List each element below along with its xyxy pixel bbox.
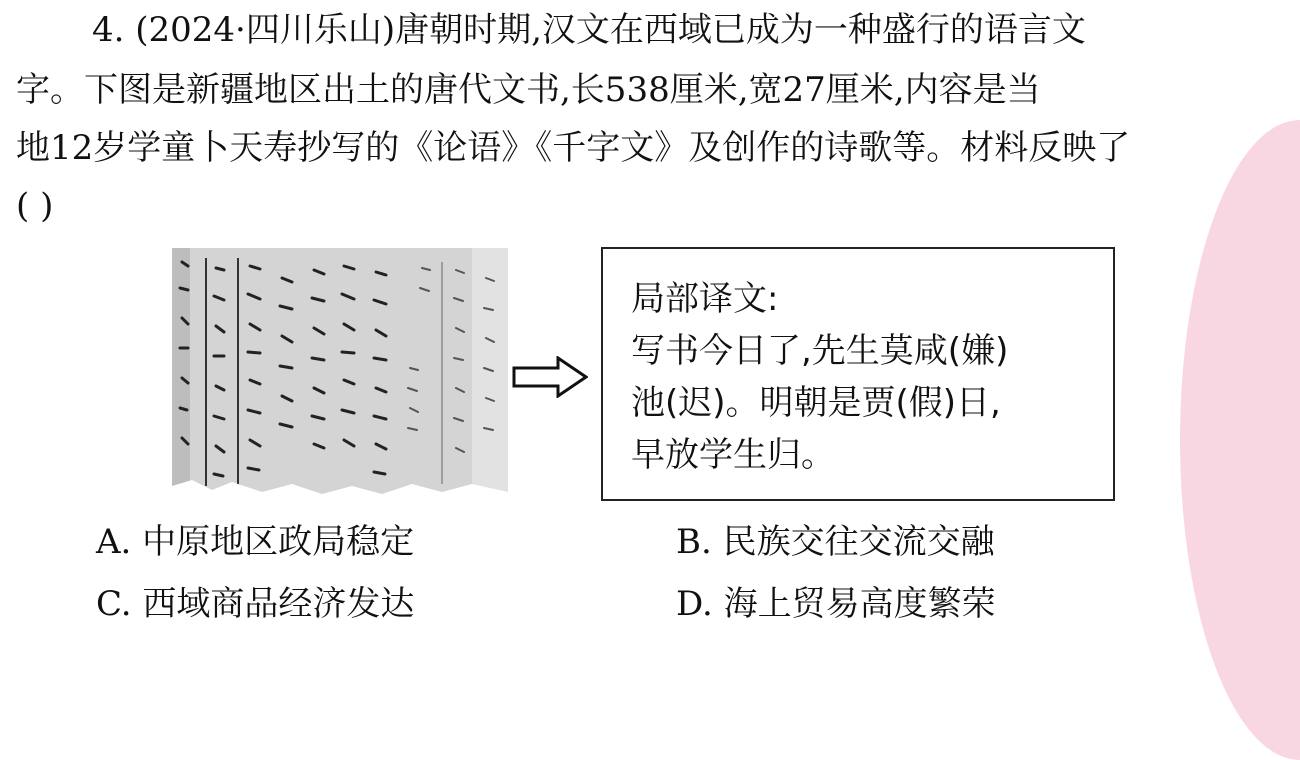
question-line-1: 4. (2024·四川乐山)唐朝时期,汉文在西域已成为一种盛行的语言文 — [92, 10, 1086, 50]
tang-manuscript-image — [172, 248, 508, 500]
option-a[interactable]: A. 中原地区政局稳定 — [96, 522, 415, 562]
translation-title: 局部译文: — [631, 279, 779, 319]
translation-line-2: 池(迟)。明朝是贾(假)日, — [631, 383, 1001, 423]
question-line-2: 字。下图是新疆地区出土的唐代文书,长538厘米,宽27厘米,内容是当 — [16, 70, 1041, 110]
option-d[interactable]: D. 海上贸易高度繁荣 — [676, 584, 996, 624]
translation-line-1: 写书今日了,先生莫咸(嫌) — [631, 331, 1009, 371]
manuscript-illustration — [172, 248, 508, 500]
translation-box — [601, 247, 1115, 501]
option-b[interactable]: B. 民族交往交流交融 — [676, 522, 995, 562]
translation-line-3: 早放学生归。 — [631, 435, 835, 475]
right-arrow-icon — [512, 356, 588, 398]
question-line-3: 地12岁学童卜天寿抄写的《论语》《千字文》及创作的诗歌等。材料反映了 — [16, 128, 1131, 168]
option-c[interactable]: C. 西域商品经济发达 — [96, 584, 415, 624]
answer-blank: ( ) — [16, 186, 54, 226]
decorative-pink-edge — [1180, 120, 1300, 760]
